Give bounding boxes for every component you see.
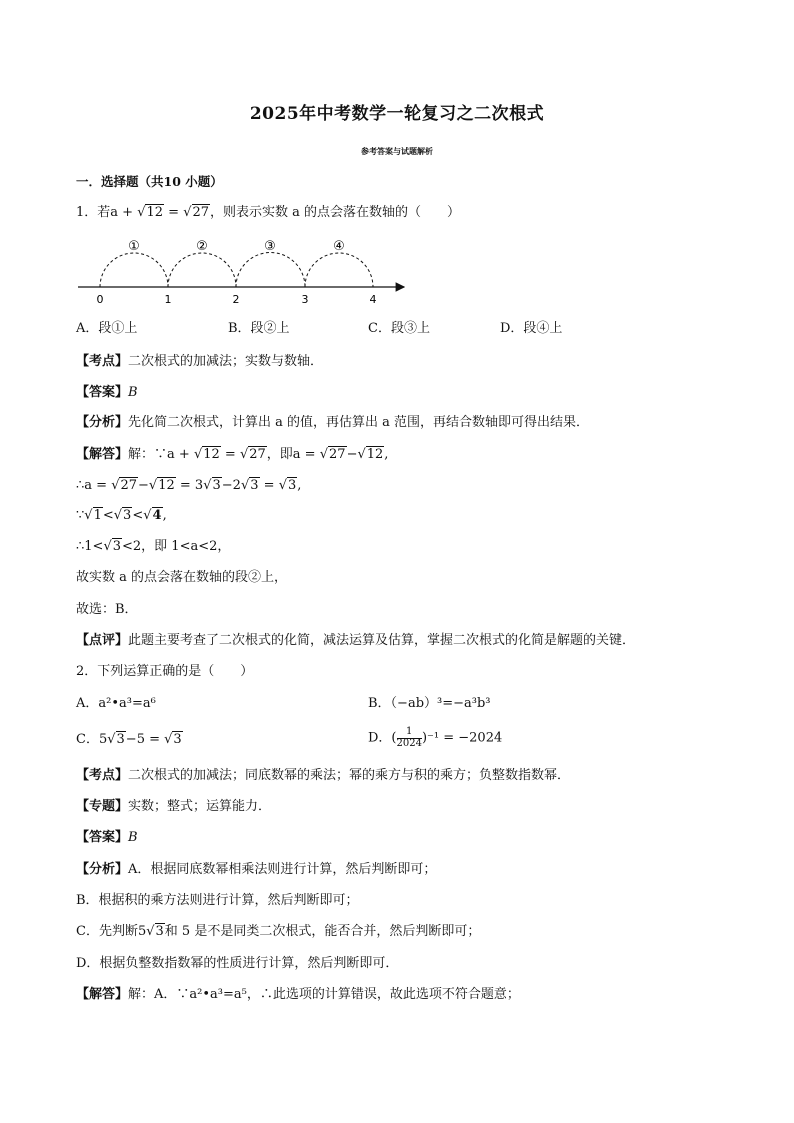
segment-arc-1 bbox=[100, 253, 168, 287]
q2-option-d: D．( $\frac{1}{2024}$ )⁻¹ = −2024 bbox=[368, 726, 503, 749]
q2-analysis-4: D．根据负整数指数幂的性质进行计算，然后判断即可． bbox=[76, 956, 399, 971]
segment-label-4: ④ bbox=[333, 239, 345, 254]
segment-arc-4 bbox=[305, 253, 373, 287]
segment-arc-2 bbox=[168, 253, 236, 287]
tick-label-2: 2 bbox=[232, 293, 240, 304]
q1-solution-line-2: ∴a = √27−√12 = 3√3−2√3 = √3, bbox=[76, 478, 302, 493]
segment-label-2: ② bbox=[196, 239, 208, 254]
page-title: 2025年中考数学一轮复习之二次根式 bbox=[249, 104, 545, 124]
q2-answer: 【答案】B bbox=[76, 830, 138, 845]
q1-solution-line-1: 【解答】解：∵a + √12 = √27，即a = √27−√12, bbox=[76, 447, 389, 462]
page-subtitle: 参考答案与试题解析 bbox=[361, 146, 433, 156]
q1-solution-line-5: 故实数 a 的点会落在数轴的段②上， bbox=[76, 570, 288, 585]
q1-option-b: B．段②上 bbox=[228, 321, 290, 336]
q2-kaodian: 【考点】二次根式的加减法；同底数幂的乘法；幂的乘方与积的乘方；负整数指数幂． bbox=[76, 768, 571, 783]
q1-solution-line-3: ∵√1<√3<√4, bbox=[76, 508, 167, 523]
q2-option-b: B．（−ab）³=−a³b³ bbox=[368, 696, 491, 711]
q2-analysis-1: 【分析】A．根据同底数幂相乘法则进行计算，然后判断即可； bbox=[76, 862, 437, 877]
q1-answer: 【答案】B bbox=[76, 385, 138, 400]
q2-analysis-2: B．根据积的乘方法则进行计算，然后判断即可； bbox=[76, 893, 359, 908]
segment-arc-3 bbox=[236, 253, 305, 288]
q2-stem: 2．下列运算正确的是（ ） bbox=[76, 664, 254, 679]
q2-option-a: A．a²•a³=a⁶ bbox=[76, 696, 156, 711]
number-line-figure bbox=[74, 234, 414, 304]
tick-label-1: 1 bbox=[164, 293, 172, 304]
tick-label-4: 4 bbox=[369, 293, 377, 304]
q2-solution: 【解答】解：A．∵a²•a³=a⁵，∴此选项的计算错误，故此选项不符合题意； bbox=[76, 987, 520, 1002]
q1-option-d: D．段④上 bbox=[500, 321, 563, 336]
q1-option-a: A．段①上 bbox=[76, 321, 138, 336]
q1-analysis: 【分析】先化简二次根式，计算出 a 的值，再估算出 a 范围，再结合数轴即可得出结果． bbox=[76, 415, 590, 430]
tick-label-0: 0 bbox=[96, 293, 104, 304]
segment-label-1: ① bbox=[128, 239, 140, 254]
q1-option-c: C．段③上 bbox=[368, 321, 430, 336]
section-heading: 一．选择题（共10 小题） bbox=[76, 174, 223, 189]
q2-option-c: C．5√3−5 = √3 bbox=[76, 732, 182, 747]
q1-comment: 【点评】此题主要考查了二次根式的化简，减法运算及估算，掌握二次根式的化简是解题的关键． bbox=[76, 633, 636, 648]
q1-stem: 1．若a + √12 = √27，则表示实数 a 的点会落在数轴的（ ） bbox=[76, 205, 461, 220]
segment-label-3: ③ bbox=[264, 239, 276, 254]
q2-zhuanti: 【专题】实数；整式；运算能力． bbox=[76, 799, 272, 814]
q2-analysis-3: C．先判断5√3和 5 是不是同类二次根式，能否合并，然后判断即可； bbox=[76, 924, 481, 939]
q1-solution-line-4: ∴1<√3<2，即 1<a<2， bbox=[76, 539, 231, 554]
q1-kaodian: 【考点】二次根式的加减法；实数与数轴． bbox=[76, 354, 324, 369]
q1-solution-line-6: 故选：B． bbox=[76, 602, 138, 617]
tick-label-3: 3 bbox=[301, 293, 309, 304]
